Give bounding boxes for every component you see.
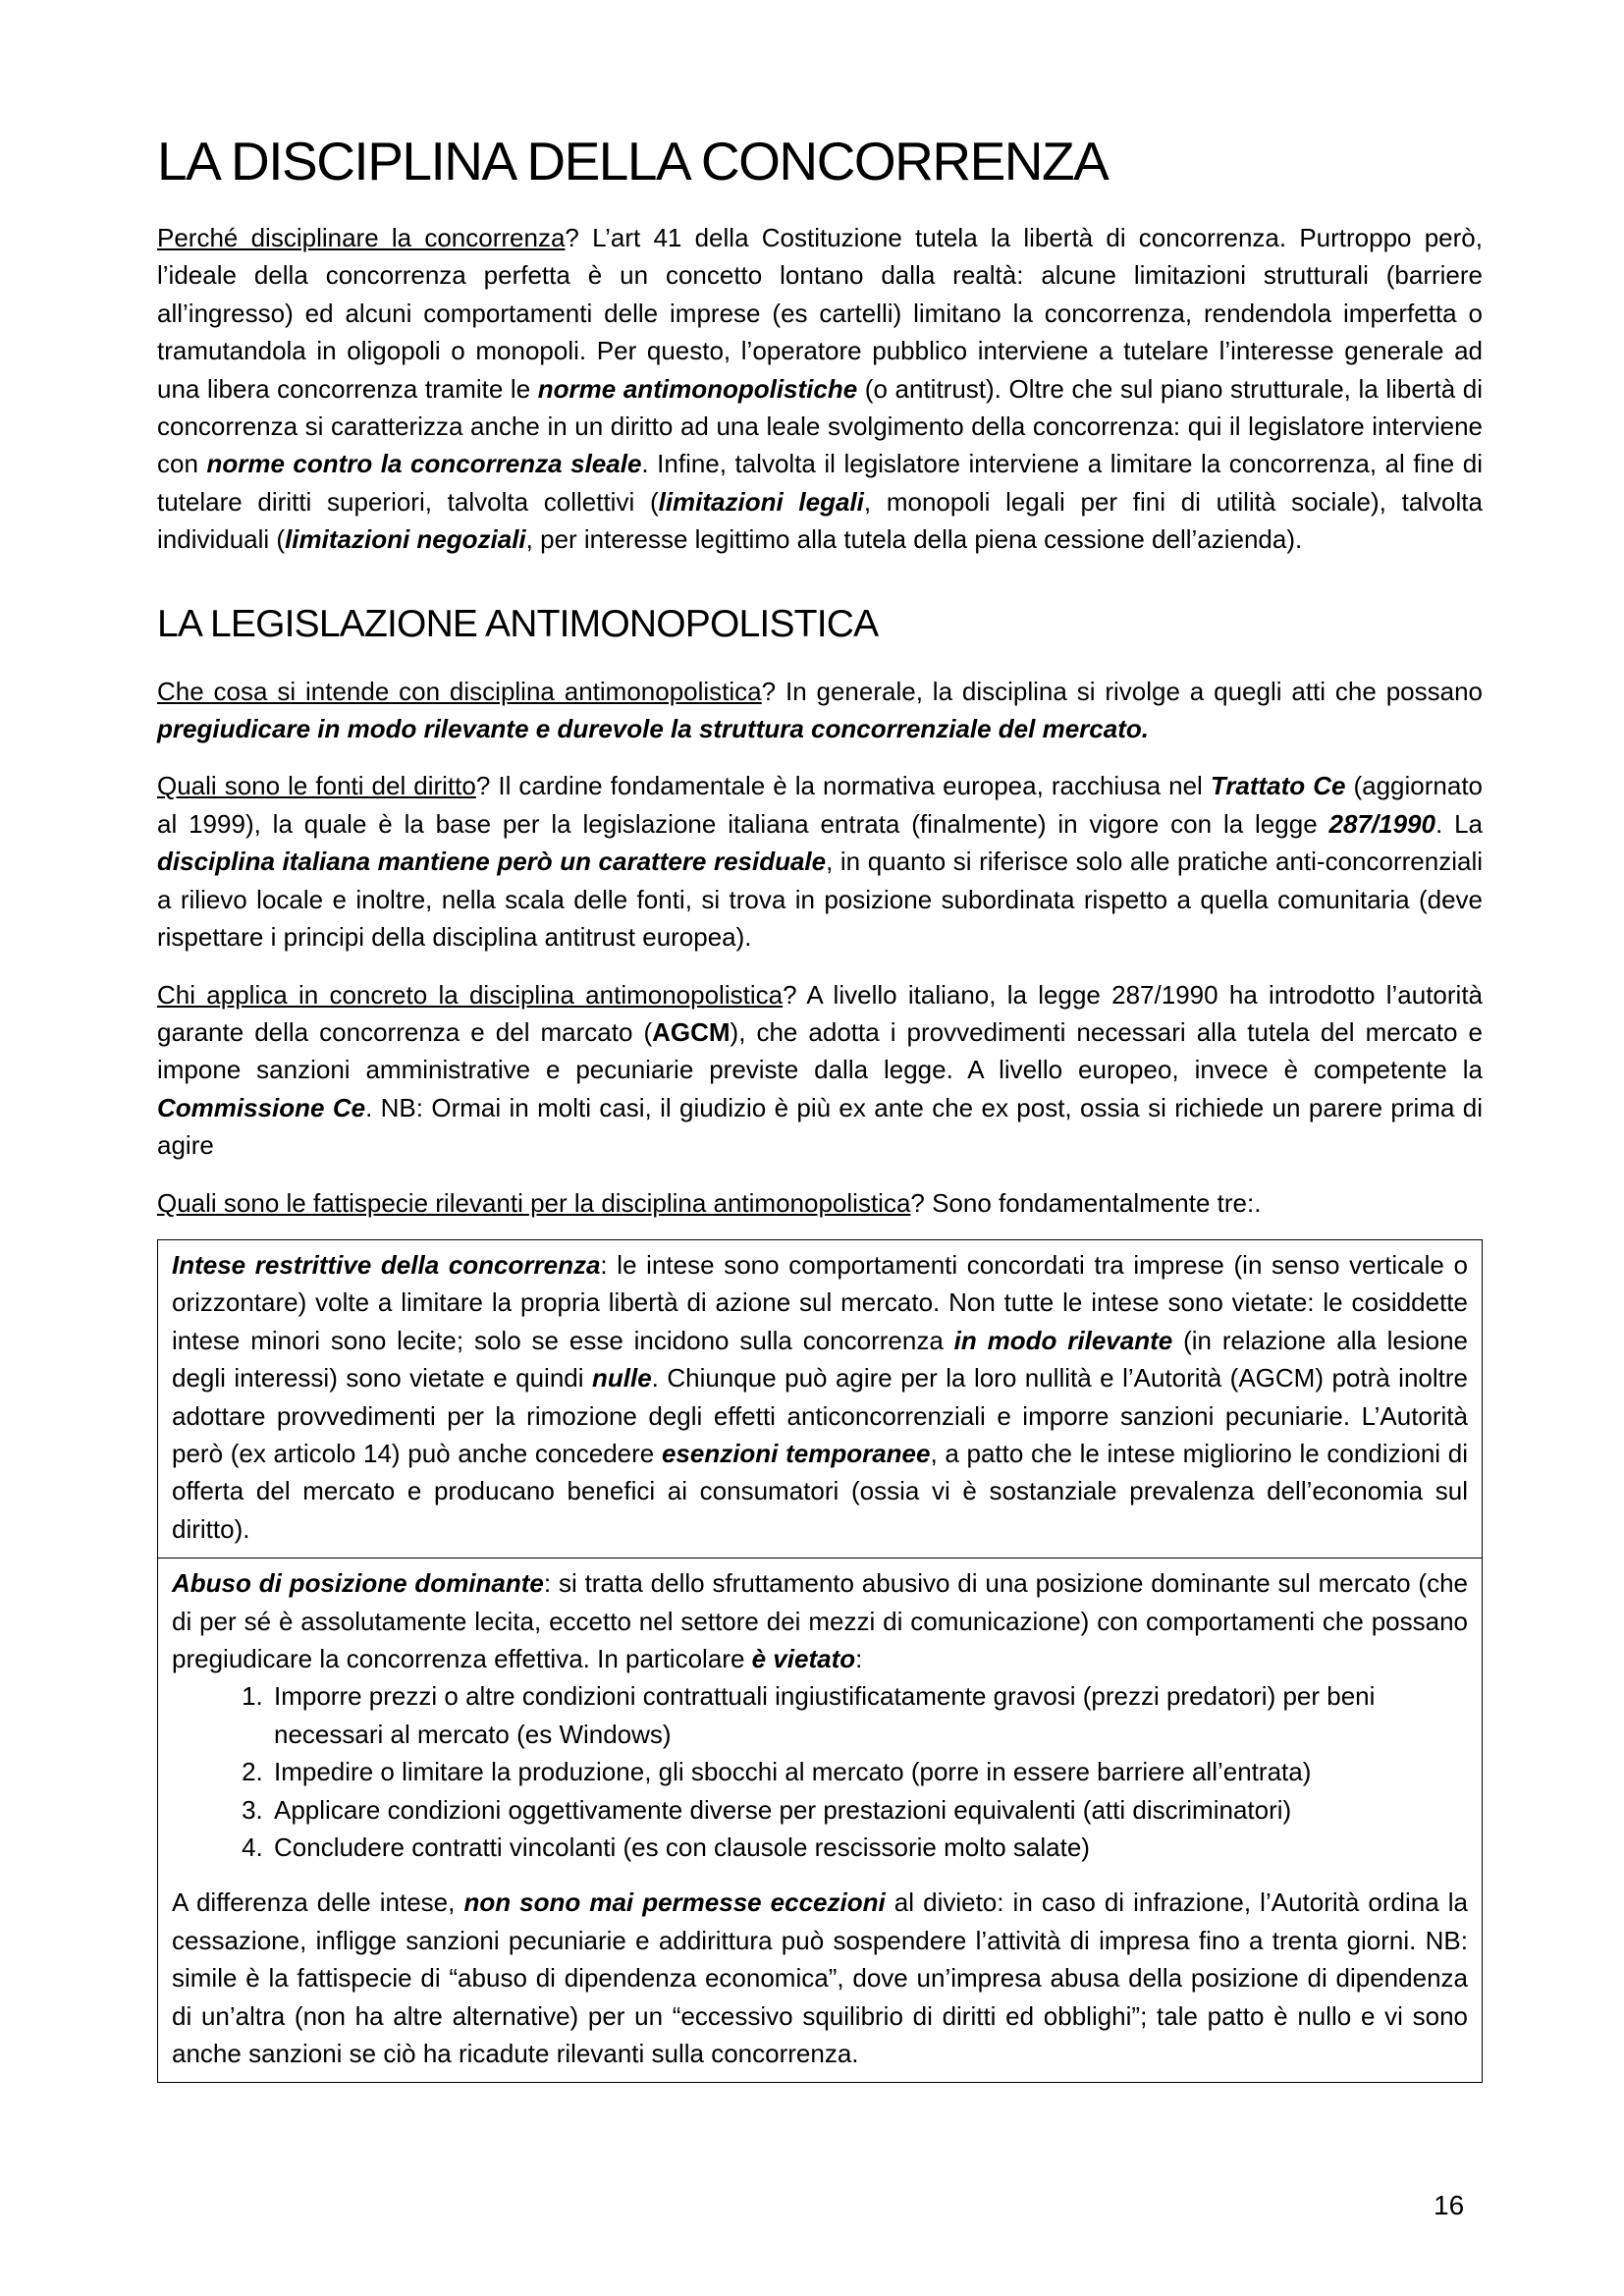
list-item: 1. Imporre prezzi o altre condizioni contrattuali ingiustificatamente gravosi (prezzi predatori) per beni necessari al mercato (es Windows): [270, 1677, 1468, 1753]
abuso-followup-text-1: A differenza delle intese,: [172, 1887, 464, 1918]
intro-question: Perché disciplinare la concorrenza: [157, 223, 566, 252]
intro-text-3: . Infine, talvolta il legislatore interviene a limitare la concorrenza, al fine di tutelare diritti superiori, talvolta collettivi (: [157, 449, 1483, 517]
intro-bold-3: limitazioni legali: [658, 486, 864, 517]
intro-text-2: (o antitrust). Oltre che sul piano strutturale, la libertà di concorrenza si caratterizza anche in un diritto ad una leale svolgimento della concorrenza: qui il legislatore interviene con: [157, 373, 1483, 479]
sources-bold-2: 287/1990: [1328, 808, 1435, 839]
paragraph-enforcement: [157, 976, 1483, 1165]
definition-bold-1: pregiudicare in modo rilevante e durevole la struttura concorrenziale del mercato.: [157, 714, 1149, 744]
abuso-followup-bold-1: non sono mai permesse eccezioni: [463, 1887, 886, 1918]
enforcement-text-3: . NB: Ormai in molti casi, il giudizio è più ex ante che ex post, ossia si richiede un parere prima di agire: [157, 1092, 1483, 1161]
intro-bold-4: limitazioni negoziali: [285, 524, 526, 555]
enforcement-bold-1: AGCM: [652, 1016, 731, 1047]
list-item: 2. Impedire o limitare la produzione, gli sbocchi al mercato (porre in essere barriere all’entrata): [270, 1753, 1468, 1790]
intese-text-2: (in relazione alla lesione degli interessi) sono vietate e quindi: [172, 1325, 1468, 1394]
enforcement-text-2: ), che adotta i provvedimenti necessari alla tutela del mercato e impone sanzioni amministrative e pecuniarie previste dalla legge. A livello europeo, invece è competente la: [157, 1016, 1483, 1085]
definition-question: Che cosa si intende con disciplina antimonopolistica: [157, 676, 762, 706]
paragraph-cases: [157, 1184, 1483, 1222]
abuso-text-1: : si tratta dello sfruttamento abusivo di una posizione dominante sul mercato (che di per sé è assolutamente lecita, eccetto nel settore dei mezzi di comunicazione) con comportamenti che possano pregiudicare la concorrenza effettiva. In particolare: [172, 1568, 1468, 1673]
cases-table: [157, 1239, 1483, 2084]
intro-bold-2: norme contro la concorrenza sleale: [206, 449, 642, 479]
intese-text-1: : le intese sono comportamenti concordati tra imprese (in senso verticale o orizzontare) volte a limitare la propria libertà di azione sul mercato. Non tutte le intese sono vietate: le cosiddette intese minori sono lecite; solo se esse incidono sulla concorrenza: [172, 1249, 1468, 1355]
abuso-bold-2: è vietato: [751, 1644, 856, 1673]
sources-bold-1: Trattato Ce: [1210, 771, 1346, 801]
intro-text-5: , per interesse legittimo alla tutela della piena cessione dell’azienda).: [525, 524, 1303, 555]
enforcement-question: Chi applica in concreto la disciplina antimonopolistica: [157, 979, 784, 1010]
prohibited-practices-list: [172, 1677, 1468, 1866]
intro-text-4: , monopoli legali per fini di utilità sociale), talvolta individuali (: [157, 486, 1483, 555]
page-title: LA DISCIPLINA DELLA CONCORRENZA: [157, 131, 1109, 191]
intese-bold-1: Intese restrittive della concorrenza: [172, 1249, 601, 1280]
list-item: 4. Concludere contratti vincolanti (es con clausole rescissorie molto salate): [270, 1829, 1468, 1866]
page-number: 16: [1434, 2190, 1465, 2220]
cases-question: Quali sono le fattispecie rilevanti per la disciplina antimonopolistica: [157, 1187, 911, 1218]
list-item: 3. Applicare condizioni oggettivamente diverse per prestazioni equivalenti (atti discriminatori): [270, 1791, 1468, 1829]
abuso-followup-text-2: al divieto: in caso di infrazione, l’Autorità ordina la cessazione, infligge sanzioni pecuniarie e addirittura può sospendere l’attività di impresa fino a trenta giorni. NB: simile è la fattispecie di “abuso di dipendenza economica”, dove un’impresa abusa della posizione di dipendenza di un’altra (non ha altre alternative) per un “eccessivo squilibrio di diritti ed obblighi”; tale patto è nullo e vi sono anche sanzioni se ciò ha ricadute rilevanti sulla concorrenza.: [172, 1887, 1468, 2069]
abuso-paragraph: [172, 1564, 1468, 1677]
intese-text-3: . Chiunque può agire per la loro nullità e l’Autorità (AGCM) potrà inoltre adottare provvedimenti per la rimozione degli effetti anticoncorrenziali e imporre sanzioni pecuniarie. L’Autorità però (ex articolo 14) può anche concedere: [172, 1363, 1468, 1468]
section-title: LA LEGISLAZIONE ANTIMONOPOLISTICA: [157, 602, 879, 645]
paragraph-sources: [157, 767, 1483, 956]
intese-paragraph: [172, 1246, 1468, 1548]
intese-bold-2: in modo rilevante: [953, 1325, 1173, 1355]
case-cell-intese: [158, 1240, 1482, 1558]
sources-bold-3: disciplina italiana mantiene però un carattere residuale: [157, 847, 827, 877]
sources-text-4: , in quanto si riferisce solo alle pratiche anti-concorrenziali a rilievo locale e inoltre, nella scala delle fonti, si trova in posizione subordinata rispetto a quella comunitaria (deve rispettare i principi della disciplina antitrust europea).: [157, 847, 1483, 953]
intro-text-1: ? L’art 41 della Costituzione tutela la libertà di concorrenza. Purtroppo però, l’ideale della concorrenza perfetta è un concetto lontano dalla realtà: alcune limitazioni strutturali (barriere all’ingresso) ed alcuni comportamenti delle imprese (es cartelli) limitano la concorrenza, rendendola imperfetta o tramutandola in oligopoli o monopoli. Per questo, l’operatore pubblico interviene a tutelare l’interesse generale ad una libera concorrenza tramite le: [157, 223, 1483, 404]
intese-bold-4: esenzioni temporanee: [661, 1438, 931, 1468]
sources-question: Quali sono le fonti del diritto: [157, 771, 476, 801]
abuso-followup-paragraph: [172, 1884, 1468, 2072]
sources-text-3: . La: [1435, 808, 1483, 839]
enforcement-bold-2: Commissione Ce: [157, 1092, 366, 1122]
abuso-bold-1: Abuso di posizione dominante: [172, 1568, 544, 1599]
intro-bold-1: norme antimonopolistiche: [537, 373, 858, 404]
abuso-text-2: :: [855, 1644, 863, 1673]
case-cell-abuso: [158, 1558, 1482, 2082]
intese-text-4: , a patto che le intese migliorino le condizioni di offerta del mercato e producano benefici ai consumatori (ossia vi è sostanziale prevalenza dell’economia sul diritto).: [172, 1438, 1468, 1544]
intro-paragraph: [157, 219, 1483, 559]
cases-text-1: ? Sono fondamentalmente tre:.: [910, 1187, 1262, 1218]
page-content: [157, 123, 1483, 2083]
sources-text-1: ? Il cardine fondamentale è la normativa europea, racchiusa nel: [475, 771, 1211, 801]
definition-text-1: ? In generale, la disciplina si rivolge a quegli atti che possano: [761, 676, 1484, 706]
paragraph-definition: [157, 673, 1483, 748]
intese-bold-3: nulle: [591, 1363, 652, 1394]
enforcement-text-1: ? A livello italiano, la legge 287/1990 ha introdotto l’autorità garante della concorrenza e del marcato (: [157, 979, 1484, 1047]
sources-text-2: (aggiornato al 1999), la quale è la base per la legislazione italiana entrata (finalmente) in vigore con la legge: [157, 771, 1483, 839]
